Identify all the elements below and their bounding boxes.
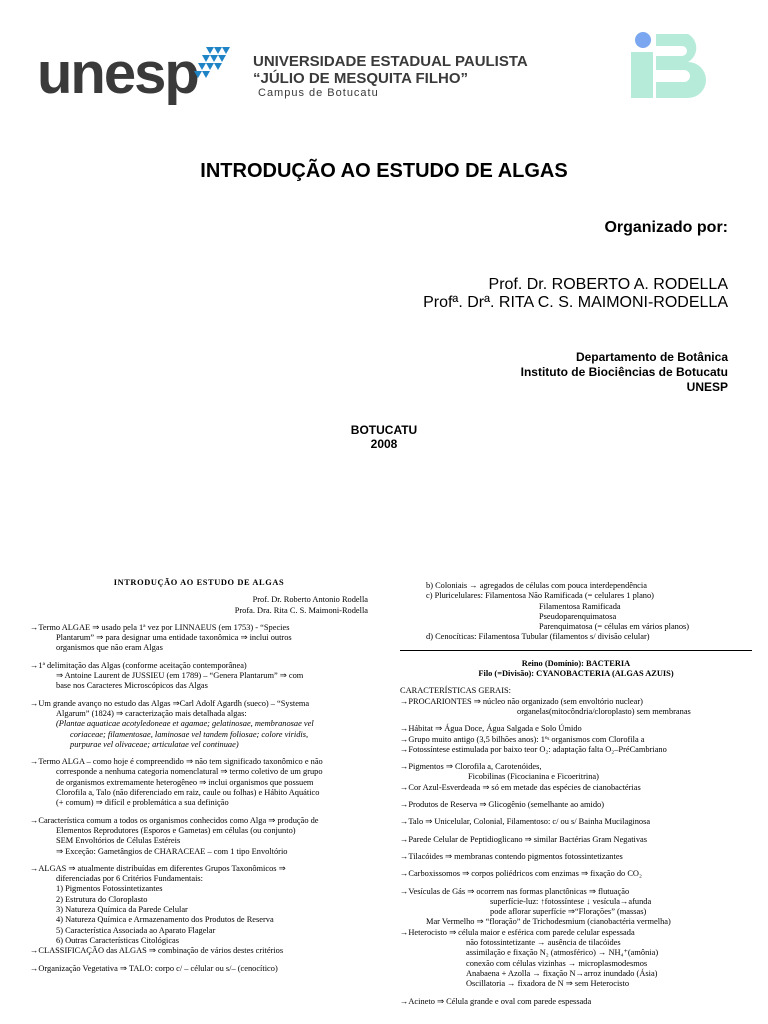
text-line: Pseudoparenquimatosa: [539, 611, 617, 621]
text-line: →Pigmentos ⇒ Clorofila a, Carotenóides,: [400, 762, 542, 772]
text-line: SEM Envoltórios de Células Estéreis: [56, 836, 181, 846]
text-line: organismos que não eram Algas: [56, 643, 163, 653]
text-line: ⇒ Exceção: Gametângios de CHARACEAE – com 1 tipo Envoltório: [56, 846, 288, 856]
text-line: pode aflorar superfície ⇒“Florações” (massas): [490, 907, 647, 917]
text-line: Parenquimatosa (= células em vários planos): [539, 622, 690, 632]
right-text-column: [400, 581, 752, 1007]
text-line: (Plantae aquaticae acotyledoneae et agamae; gelatinosae, membranosae vel: [56, 719, 314, 729]
text-line: →Termo ALGAE ⇒ usado pela 1ª vez por LINNAEUS (em 1753) - “Species: [30, 622, 290, 632]
text-line: Clorofila a, Talo (não diferenciado em raiz, caule ou folhas) e Hábito Aquático: [56, 788, 320, 798]
text-line: →Organização Vegetativa ⇒ TALO: corpo c/ – célular ou s/– (cenocítico): [30, 963, 278, 973]
text-line: não fotossintetizante → ausência de tilacóides: [466, 938, 621, 948]
text-line: Filamentosa Ramificada: [539, 601, 621, 611]
text-line: Mar Vermelho ⇒ “floração” de Trichodesmium (cianobactéria vermelha): [426, 917, 671, 927]
text-line: base nos Caracteres Microscópicos das Algas: [56, 681, 208, 691]
criteria-item: 1) Pigmentos Fotossintetizantes: [56, 884, 163, 894]
campus-name: Campus de Botucatu: [258, 87, 379, 99]
ib-logo-icon: [626, 28, 712, 100]
text-line: →Talo ⇒ Unicelular, Colonial, Filamentoso: c/ ou s/ Bainha Mucilaginosa: [400, 817, 651, 827]
text-line: →Parede Celular de Peptidioglicano ⇒ similar Bactérias Gram Negativas: [400, 834, 648, 844]
text-line: →Hábitat ⇒ Água Doce, Água Salgada e Solo Úmido: [400, 724, 582, 734]
city: BOTUCATU: [350, 423, 418, 437]
column-author: Prof. Dr. Roberto Antonio Rodella: [252, 595, 368, 605]
unesp-logo-triangles-icon: [190, 47, 234, 81]
university-subtitle: “JÚLIO DE MESQUITA FILHO”: [253, 70, 469, 87]
text-line: conexão com células vizinhas → microplasmodesmos: [466, 958, 648, 968]
page-title: INTRODUÇÃO AO ESTUDO DE ALGAS: [200, 160, 568, 182]
university-name: UNIVERSIDADE ESTADUAL PAULISTA: [253, 53, 528, 70]
left-text-column: [30, 578, 368, 974]
text-line: assimilação e fixação N₂ (atmosférico) → NH₄⁺(amônia): [466, 948, 659, 958]
text-line: purpurae vel olivaceae; articulatae vel continuae): [70, 739, 239, 749]
text-line: c) Pluricelulares: Filamentosa Não Ramificada (= celulares 1 plano): [426, 591, 654, 601]
text-line: organelas(mitocôndria/cloroplasto) sem membranas: [517, 706, 691, 716]
text-line: →1ª delimitação das Algas (conforme aceitação contemporânea): [30, 660, 247, 670]
organized-by-label: Organizado por:: [604, 219, 728, 236]
text-line: Anabaena + Azolla → fixação N→arroz inundado (Ásia): [466, 968, 658, 978]
text-line: de organismos extremamente heterogêneo ⇒ inclui organismos que possuem: [56, 777, 314, 787]
text-line: →PROCARIONTES ⇒ núcleo não organizado (sem envoltório nuclear): [400, 696, 643, 706]
text-line: →CLASSIFICAÇÃO das ALGAS ⇒ combinação de vários destes critérios: [30, 946, 284, 956]
criteria-item: 6) Outras Características Citológicas: [56, 935, 180, 945]
text-line: →Acineto ⇒ Célula grande e oval com parede espessada: [400, 996, 592, 1006]
institution: UNESP: [686, 380, 728, 394]
text-line: b) Coloniais → agregados de células com pouca interdependência: [426, 581, 647, 590]
author-2: Profª. Drª. RITA C. S. MAIMONI-RODELLA: [423, 294, 728, 311]
text-line: →Cor Azul-Esverdeada ⇒ só em metade das espécies de cianobactérias: [400, 782, 641, 792]
taxon-kingdom: Reino (Domínio): BACTERIA: [521, 658, 631, 668]
column-heading: INTRODUÇÃO AO ESTUDO DE ALGAS: [113, 578, 285, 587]
section-heading: CARACTERÍSTICAS GERAIS:: [400, 686, 511, 696]
criteria-item: 2) Estrutura do Cloroplasto: [56, 894, 148, 904]
affiliation: [521, 350, 728, 395]
text-line: (+ comum) ⇒ difícil e problemática a sua definição: [56, 798, 229, 808]
text-line: superfície-luz: ↑fotossíntese ↓ vesícula→afunda: [490, 896, 652, 906]
text-line: →Fotossíntese estimulada por baixo teor O₂: adaptação falta O₂–PréCambriano: [400, 744, 667, 754]
criteria-item: 4) Natureza Química e Armazenamento dos Produtos de Reserva: [56, 915, 274, 925]
text-line: →Carboxissomos ⇒ corpos poliédricos com enzimas ⇒ fixação do CO₂: [400, 869, 642, 879]
text-line: coriaceae; filamentosae, laminosae vel tandem foliosae; colore viridis,: [70, 729, 309, 739]
text-line: →Grupo muito antigo (3,5 bilhões anos): 1ºˢ organismos com Clorofila a: [400, 734, 645, 744]
unesp-logo-text: unesp: [37, 41, 198, 106]
text-line: →Característica comum a todos os organismos conhecidos como Alga ⇒ produção de: [30, 815, 319, 825]
criteria-item: 5) Característica Associada ao Aparato Flagelar: [56, 925, 216, 935]
section-divider: [400, 650, 752, 651]
text-line: →Heterocisto ⇒ célula maior e esférica com parede celular espessada: [400, 927, 635, 937]
text-line: →Termo ALGA – como hoje é compreendido ⇒ não tem significado taxonômico e não: [30, 757, 323, 767]
column-author: Profa. Dra. Rita C. S. Maimoni-Rodella: [234, 605, 368, 615]
text-line: →ALGAS ⇒ atualmente distribuídas em diferentes Grupos Taxonômicos ⇒: [30, 863, 286, 873]
text-line: corresponde a nenhuma categoria nomenclatural ⇒ termo coletivo de um grupo: [56, 767, 323, 777]
year: 2008: [370, 437, 398, 451]
institute: Instituto de Biociências de Botucatu: [520, 365, 728, 379]
publication-info: [0, 423, 768, 451]
text-line: Ficobilinas (Ficocianina e Ficoeritrina): [468, 772, 599, 782]
text-line: Oscillatoria → fixadora de N ⇒ sem Heterocisto: [466, 979, 630, 989]
text-line: →Vesículas de Gás ⇒ ocorrem nas formas planctônicas ⇒ flutuação: [400, 886, 630, 896]
text-line: diferenciadas por 6 Critérios Fundamentais:: [56, 874, 203, 884]
department: Departamento de Botânica: [575, 350, 728, 364]
text-line: Algarum” (1824) ⇒ caracterização mais detalhada algas:: [56, 708, 247, 718]
text-line: Plantarum” ⇒ para designar uma entidade taxonômica ⇒ inclui outros: [56, 633, 292, 643]
text-line: →Tilacóides ⇒ membranas contendo pigmentos fotossintetizantes: [400, 851, 623, 861]
criteria-item: 3) Natureza Química da Parede Celular: [56, 905, 188, 915]
text-line: d) Cenocíticas: Filamentosa Tubular (filamentos s/ divisão celular): [426, 632, 650, 642]
taxon-phylum: Filo (=Divisão): CYANOBACTERIA (ALGAS AZUIS): [478, 669, 674, 679]
author-1: Prof. Dr. ROBERTO A. RODELLA: [488, 276, 728, 293]
text-line: →Produtos de Reserva ⇒ Glicogênio (semelhante ao amido): [400, 800, 605, 810]
text-line: →Um grande avanço no estudo das Algas ⇒Carl Adolf Agardh (sueco) – “Systema: [30, 698, 310, 708]
text-line: ⇒ Antoine Laurent de JUSSIEU (em 1789) – “Genera Plantarum” ⇒ com: [56, 671, 304, 681]
text-line: Elementos Reprodutores (Esporos e Gametas) em células (ou conjunto): [56, 825, 296, 835]
